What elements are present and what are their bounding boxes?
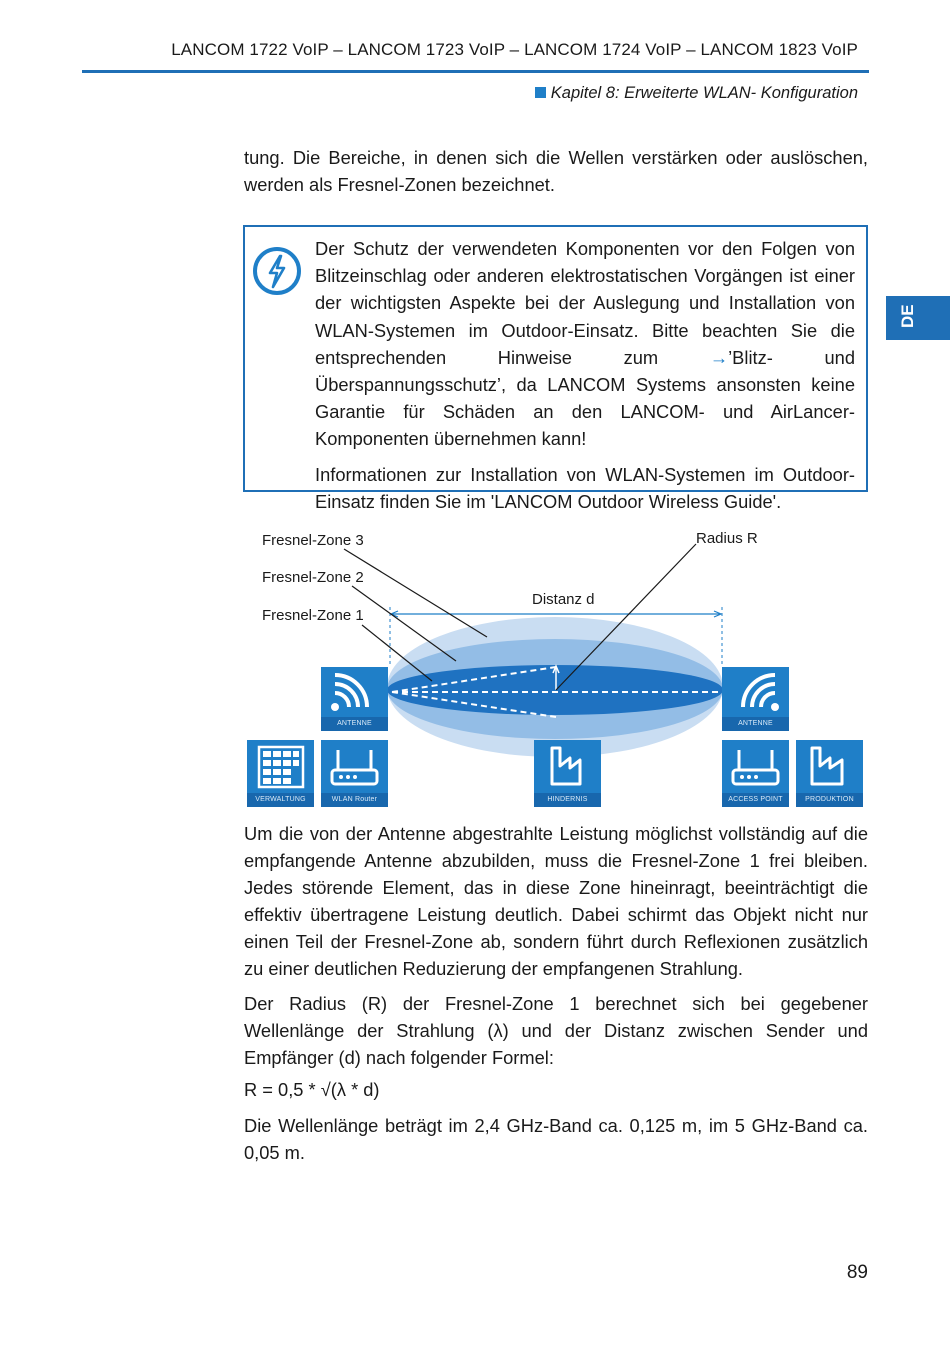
chapter-header bbox=[535, 84, 858, 103]
antenna-right-caption: ANTENNE bbox=[722, 717, 789, 731]
fresnel-formula: R = 0,5 * √(λ * d) bbox=[244, 1079, 380, 1100]
produktion-caption: PRODUKTION bbox=[796, 793, 863, 807]
access-point-icon bbox=[722, 740, 789, 792]
factory-icon bbox=[796, 740, 863, 792]
label-fresnel-zone-3: Fresnel-Zone 3 bbox=[262, 532, 364, 549]
leader-zone-2 bbox=[352, 586, 456, 661]
access-point-tile bbox=[722, 740, 789, 807]
language-tab bbox=[886, 296, 950, 340]
note-text-before: Der Schutz der verwendeten Komponenten vor den Folgen von Blitzeinschlag oder anderen elektrostatischen Vorgängen ist einer der wichtigsten Aspekte bei der Auslegung und Installation von WLAN-Systemen im Outdoor-Einsatz. Bitte beachten Sie die entsprechenden Hinweise zum bbox=[315, 238, 855, 368]
chapter-title: Kapitel 8: Erweiterte WLAN- Konfiguration bbox=[550, 84, 858, 102]
antenna-icon bbox=[321, 667, 388, 717]
produktion-tile bbox=[796, 740, 863, 807]
antenna-icon bbox=[722, 667, 789, 717]
antenna-right-tile bbox=[722, 667, 789, 731]
label-radius: Radius R bbox=[696, 530, 758, 547]
label-fresnel-zone-2: Fresnel-Zone 2 bbox=[262, 569, 364, 586]
cross-reference-arrow: → bbox=[709, 346, 729, 368]
note-paragraph-2: Informationen zur Installation von WLAN-Systemen im Outdoor-Einsatz finden Sie im 'LANCOM Outdoor Wireless Guide'. bbox=[315, 463, 855, 512]
running-header-title: LANCOM 1722 VoIP – LANCOM 1723 VoIP – LANCOM 1724 VoIP – LANCOM 1823 VoIP bbox=[171, 40, 858, 59]
language-tab-label: DE bbox=[898, 304, 917, 328]
warning-note-box bbox=[243, 225, 868, 512]
body-paragraph-1: Um die von der Antenne abgestrahlte Leistung möglichst vollständig auf die empfangende Antenne abzubilden, muss die Fresnel-Zone 1 frei bleiben. Jedes störende Element, das in diese Zone hineinragt, beeinträchtigt die effektiv übertragene Leistung deutlich. Dabei schirmt das Objekt nicht nur einen Teil der Fresnel-Zone ab, sondern führt durch Reflexionen zusätzlich zu einer deutlichen Reduzierung der empfangenen Strahlung. bbox=[244, 823, 868, 979]
fresnel-zone-1-ellipse bbox=[387, 665, 723, 715]
intro-paragraph: tung. Die Bereiche, in denen sich die Wellen verstärken oder auslöschen, werden als Fresnel-Zonen bezeichnet. bbox=[244, 147, 868, 195]
access-point-caption: ACCESS POINT bbox=[722, 793, 789, 807]
note-paragraph-1 bbox=[315, 235, 855, 453]
hindernis-caption: HINDERNIS bbox=[534, 793, 601, 807]
wlan-router-caption: WLAN Router bbox=[321, 793, 388, 807]
antenna-left-tile bbox=[321, 667, 388, 731]
wlan-router-tile bbox=[321, 740, 388, 807]
verwaltung-caption: VERWALTUNG bbox=[247, 793, 314, 807]
factory-obstacle-icon bbox=[534, 740, 601, 792]
note-text-after[interactable]: ’Blitz- und Überspannungsschutz’, da LANCOM Systems ansonsten keine Garantie für Schäden an den LANCOM- und AirLancer-Komponenten übernehmen kann! bbox=[315, 346, 855, 450]
label-distance: Distanz d bbox=[532, 591, 595, 608]
label-fresnel-zone-1: Fresnel-Zone 1 bbox=[262, 607, 364, 624]
verwaltung-tile bbox=[247, 740, 314, 807]
square-bullet-icon bbox=[535, 87, 546, 98]
office-building-icon bbox=[247, 740, 314, 792]
body-paragraph-3: Die Wellenlänge beträgt im 2,4 GHz-Band ca. 0,125 m, im 5 GHz-Band ca. 0,05 m. bbox=[244, 1115, 868, 1163]
warning-note-text bbox=[315, 235, 855, 523]
page-number: 89 bbox=[846, 1262, 868, 1283]
leader-zone-3 bbox=[344, 549, 487, 637]
antenna-left-caption: ANTENNE bbox=[321, 717, 388, 731]
fresnel-zone-diagram bbox=[244, 525, 869, 815]
header-rule bbox=[82, 70, 869, 73]
router-icon bbox=[321, 740, 388, 792]
body-paragraph-2: Der Radius (R) der Fresnel-Zone 1 berechnet sich bei gegebener Wellenlänge der Strahlung (λ) und der Distanz zwischen Sender und Empfänger (d) nach folgender Formel: bbox=[244, 993, 868, 1068]
lightning-warning-icon bbox=[251, 245, 303, 297]
hindernis-tile bbox=[534, 740, 601, 807]
